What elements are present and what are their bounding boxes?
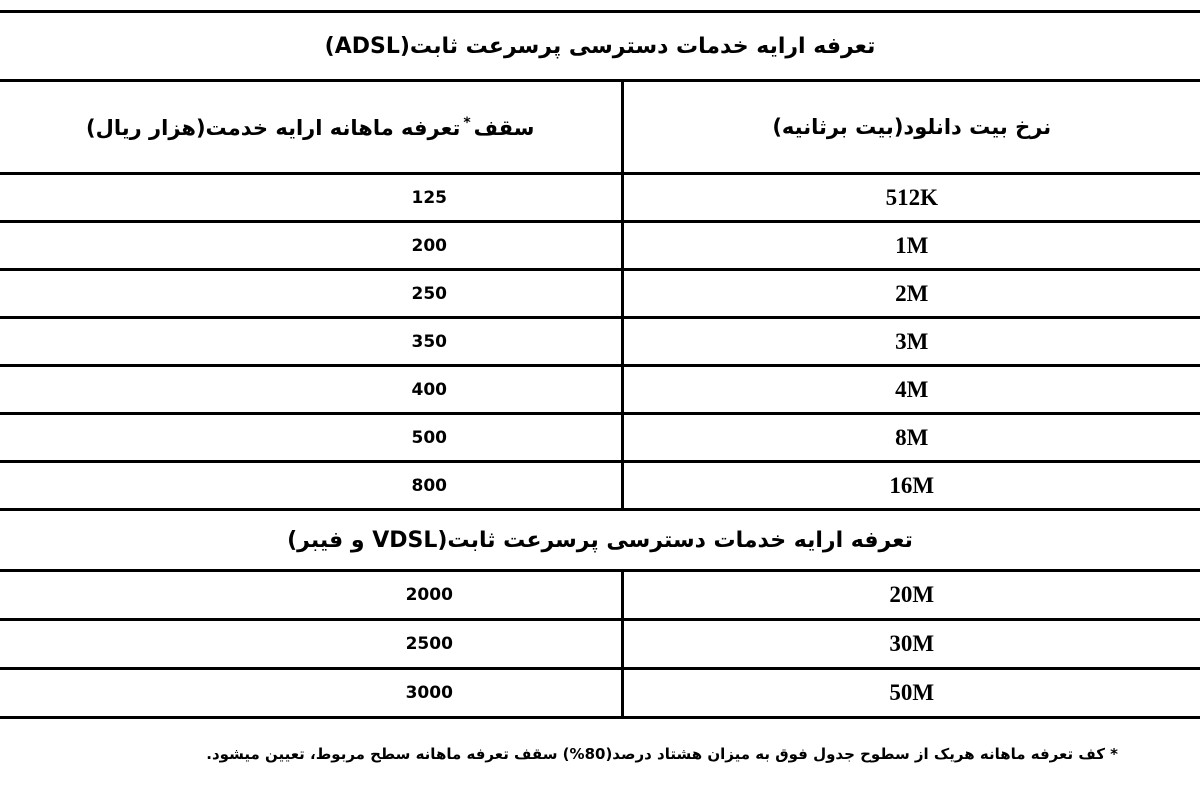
- footnote: * کف تعرفه ماهانه هریک از سطوح جدول فوق به میزان هشتاد درصد(80%) سقف تعرفه ماهانه سطح مربوط، تعیین میشود.: [206, 745, 1118, 763]
- table-row: [0, 366, 1200, 414]
- speed-column-header: نرخ بیت دانلود(بیت برثانیه): [622, 81, 1200, 174]
- price-cell: 125: [0, 174, 622, 222]
- table-row: [0, 571, 1200, 620]
- price-cell: 500: [0, 414, 622, 462]
- speed-cell: 4M: [622, 366, 1200, 414]
- speed-cell: 50M: [622, 669, 1200, 718]
- speed-cell: 30M: [622, 620, 1200, 669]
- price-header-label: تعرفه ماهانه ارایه خدمت(هزار ریال): [86, 115, 461, 140]
- table-row: [0, 174, 1200, 222]
- price-cell: 800: [0, 462, 622, 510]
- price-header-prefix: سقف: [473, 115, 535, 140]
- adsl-title-row: [0, 12, 1200, 81]
- table-row: [0, 414, 1200, 462]
- table-row: [0, 270, 1200, 318]
- table-row: [0, 318, 1200, 366]
- speed-cell: 20M: [622, 571, 1200, 620]
- speed-cell: 2M: [622, 270, 1200, 318]
- table-row: [0, 222, 1200, 270]
- table-row: [0, 669, 1200, 718]
- price-cell: 3000: [0, 669, 622, 718]
- vdsl-title-row: [0, 510, 1200, 571]
- speed-cell: 1M: [622, 222, 1200, 270]
- tariff-table: [0, 10, 1200, 719]
- adsl-section-title: تعرفه ارایه خدمات دسترسی پرسرعت ثابت(ADSL): [0, 12, 1200, 81]
- price-cell: 350: [0, 318, 622, 366]
- price-cell: 250: [0, 270, 622, 318]
- speed-cell: 16M: [622, 462, 1200, 510]
- speed-cell: 512K: [622, 174, 1200, 222]
- price-cell: 2000: [0, 571, 622, 620]
- table-row: [0, 620, 1200, 669]
- price-cell: 400: [0, 366, 622, 414]
- speed-cell: 3M: [622, 318, 1200, 366]
- column-header-row: [0, 81, 1200, 174]
- speed-cell: 8M: [622, 414, 1200, 462]
- price-cell: 200: [0, 222, 622, 270]
- asterisk-mark: *: [463, 114, 471, 131]
- table-row: [0, 462, 1200, 510]
- vdsl-section-title: تعرفه ارایه خدمات دسترسی پرسرعت ثابت(VDSL و فیبر): [0, 510, 1200, 571]
- price-column-header: [0, 81, 622, 174]
- price-cell: 2500: [0, 620, 622, 669]
